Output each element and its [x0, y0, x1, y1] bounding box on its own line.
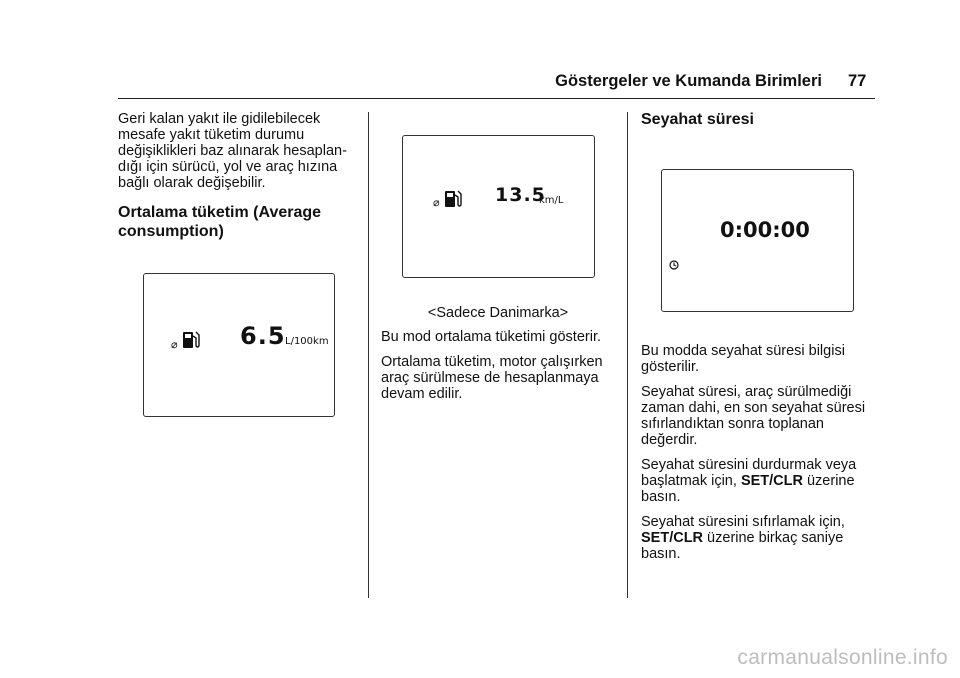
average-consumption-unit: L/100km: [285, 336, 329, 347]
column-divider-right: [627, 112, 628, 598]
paragraph: Bu mod ortalama tüketimi gösterir.: [381, 329, 602, 345]
paragraph: [641, 457, 875, 505]
denmark-consumption-unit: km/L: [539, 195, 564, 206]
set-clr-label: SET/CLR: [740, 473, 803, 489]
section-heading-average-consumption: Ortalama tüketim (Average consumption): [118, 204, 322, 240]
header-rule: [118, 98, 875, 99]
average-symbol-icon: ⌀: [171, 338, 178, 351]
column-1: [118, 111, 356, 241]
intro-paragraph: Geri kalan yakıt ile gidilebilecek mesafe yakıt tüketim durumu değişiklikleri baz alınarak hesaplan-dığı için sürücü, yol ve araç hızına bağlı olarak değişebilir.: [118, 111, 347, 191]
denmark-consumption-value: 13.5: [495, 184, 546, 206]
section-heading-trip-time: Seyahat süresi: [641, 111, 754, 128]
text: üzerine birkaç saniye basın.: [641, 530, 844, 562]
average-consumption-display: [143, 273, 335, 417]
column-3-heading-block: [641, 110, 875, 129]
page-number: 77: [848, 72, 867, 90]
column-2: [381, 329, 619, 411]
denmark-consumption-display: [402, 135, 595, 278]
clock-icon: [669, 260, 679, 270]
paragraph: Ortalama tüketim, motor çalışırken araç sürülmese de hesaplanmaya devam edilir.: [381, 354, 603, 402]
paragraph: Bu modda seyahat süresi bilgisi gösterilir.: [641, 343, 845, 375]
text: üzerine basın.: [641, 473, 855, 505]
average-symbol-icon: ⌀: [433, 196, 440, 209]
paragraph: Seyahat süresi, araç sürülmediği zaman dahi, en son seyahat süresi sıfırlandıktan sonra toplanan değerdir.: [641, 384, 866, 448]
denmark-caption: <Sadece Danimarka>: [427, 305, 569, 321]
trip-time-display: [661, 169, 854, 312]
average-consumption-value: 6.5: [240, 322, 286, 350]
fuel-pump-icon: [182, 329, 200, 349]
column-divider-left: [368, 112, 369, 598]
fuel-pump-icon: [444, 188, 462, 208]
set-clr-label: SET/CLR: [641, 530, 704, 546]
watermark: carmanualsonline.info: [737, 646, 948, 669]
page-header-title: Göstergeler ve Kumanda Birimleri: [555, 72, 822, 90]
trip-time-value: 0:00:00: [720, 218, 810, 242]
text: Seyahat süresini durdurmak veya başlatmak için,: [641, 457, 857, 489]
paragraph: [641, 514, 875, 562]
column-3: [641, 343, 875, 571]
text: Seyahat süresini sıfırlamak için,: [641, 514, 845, 530]
